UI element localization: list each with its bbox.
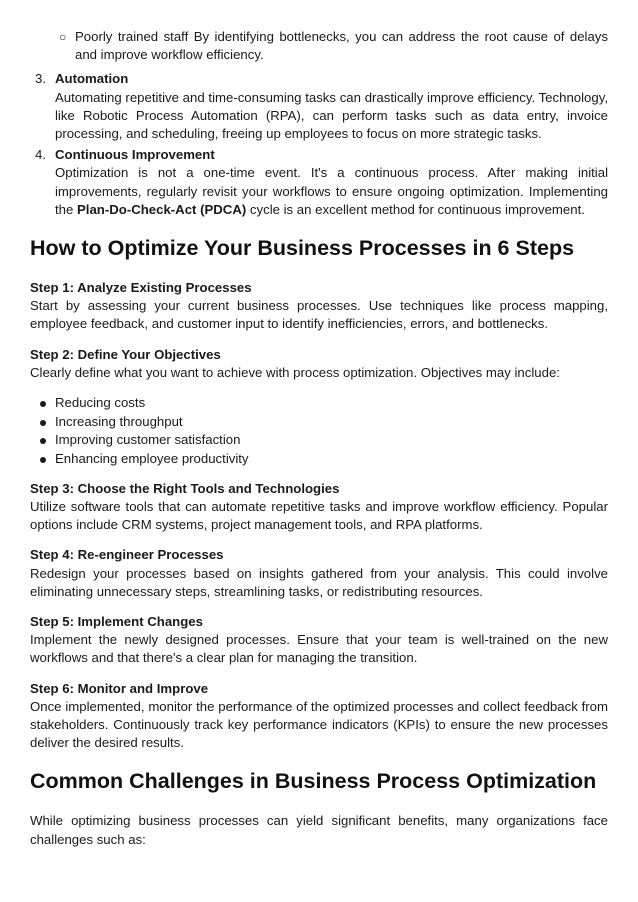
text-segment: cycle is an excellent method for continuous improvement.: [246, 201, 585, 217]
list-item: Reducing costs: [30, 394, 608, 412]
step-4: [30, 546, 608, 601]
step-6: [30, 680, 608, 753]
section-heading-challenges: Common Challenges in Business Process Optimization: [30, 769, 597, 794]
step-title: Step 2: Define Your Objectives: [30, 346, 221, 362]
list-item-text: [55, 164, 608, 219]
list-item-text: Automating repetitive and time-consuming tasks can drastically improve efficiency. Technology, like Robotic Process Automation (RPA), can perform tasks such as data entry, invoice processing, and scheduling, freeing up employees to focus on more strategic tasks.: [55, 89, 608, 142]
step-text: Start by assessing your current business processes. Use techniques like process mapping, employee feedback, and customer input to identify inefficiencies, errors, and bottlenecks.: [30, 298, 608, 332]
list-number: 3.: [35, 71, 46, 87]
text-segment: Optimization is not a one-time event. It's a continuous process. After making initial improvements, regularly revisit your workflows to ensure ongoing optimization. Implementing the: [55, 165, 608, 217]
step-title: Step 6: Monitor and Improve: [30, 680, 209, 696]
step-text: Utilize software tools that can automate repetitive tasks and improve workflow efficiency. Popular options include CRM systems, project management tools, and RPA platforms.: [30, 498, 608, 533]
sub-bullet-item: [30, 28, 608, 64]
sub-bullet-text: Poorly trained staff By identifying bottlenecks, you can address the root cause of delays and improve workflow efficiency.: [75, 29, 608, 63]
list-item-title: Automation: [55, 71, 129, 87]
step-title: Step 5: Implement Changes: [30, 613, 203, 629]
list-item: Enhancing employee productivity: [30, 450, 608, 468]
section-heading-six-steps: How to Optimize Your Business Processes in 6 Steps: [30, 236, 575, 261]
list-item-title: Continuous Improvement: [55, 147, 215, 163]
list-item: Increasing throughput: [30, 413, 608, 431]
step-text: Clearly define what you want to achieve with process optimization. Objectives may include:: [30, 364, 560, 380]
step-title: Step 4: Re-engineer Processes: [30, 547, 224, 563]
step-text: Implement the newly designed processes. Ensure that your team is well-trained on the new workflows and that there's a clear plan for managing the transition.: [30, 632, 608, 666]
step-5: [30, 613, 608, 668]
step-1: [30, 279, 608, 334]
step-title: Step 3: Choose the Right Tools and Technologies: [30, 480, 340, 496]
list-item-continuous-improvement: [30, 146, 608, 219]
list-item-automation: [30, 70, 608, 143]
challenges-intro-text: While optimizing business processes can yield significant benefits, many organizations face challenges such as:: [30, 813, 608, 847]
step-text: Once implemented, monitor the performance of the optimized processes and collect feedback from stakeholders. Continuously track key performance indicators (KPIs) to ensure the new processes deliver the desired results.: [30, 698, 608, 751]
pdca-emphasis: Plan-Do-Check-Act (PDCA): [77, 201, 247, 217]
list-number: 4.: [35, 147, 46, 163]
hollow-circle-bullet-icon: ○: [59, 30, 67, 44]
step-title: Step 1: Analyze Existing Processes: [30, 280, 252, 296]
objectives-list: [30, 394, 608, 468]
list-item: Improving customer satisfaction: [30, 431, 608, 449]
step-2: [30, 346, 608, 468]
step-3: [30, 480, 608, 535]
step-text: Redesign your processes based on insights gathered from your analysis. This could involve eliminating unnecessary steps, streamlining tasks, or redistributing resources.: [30, 565, 608, 599]
